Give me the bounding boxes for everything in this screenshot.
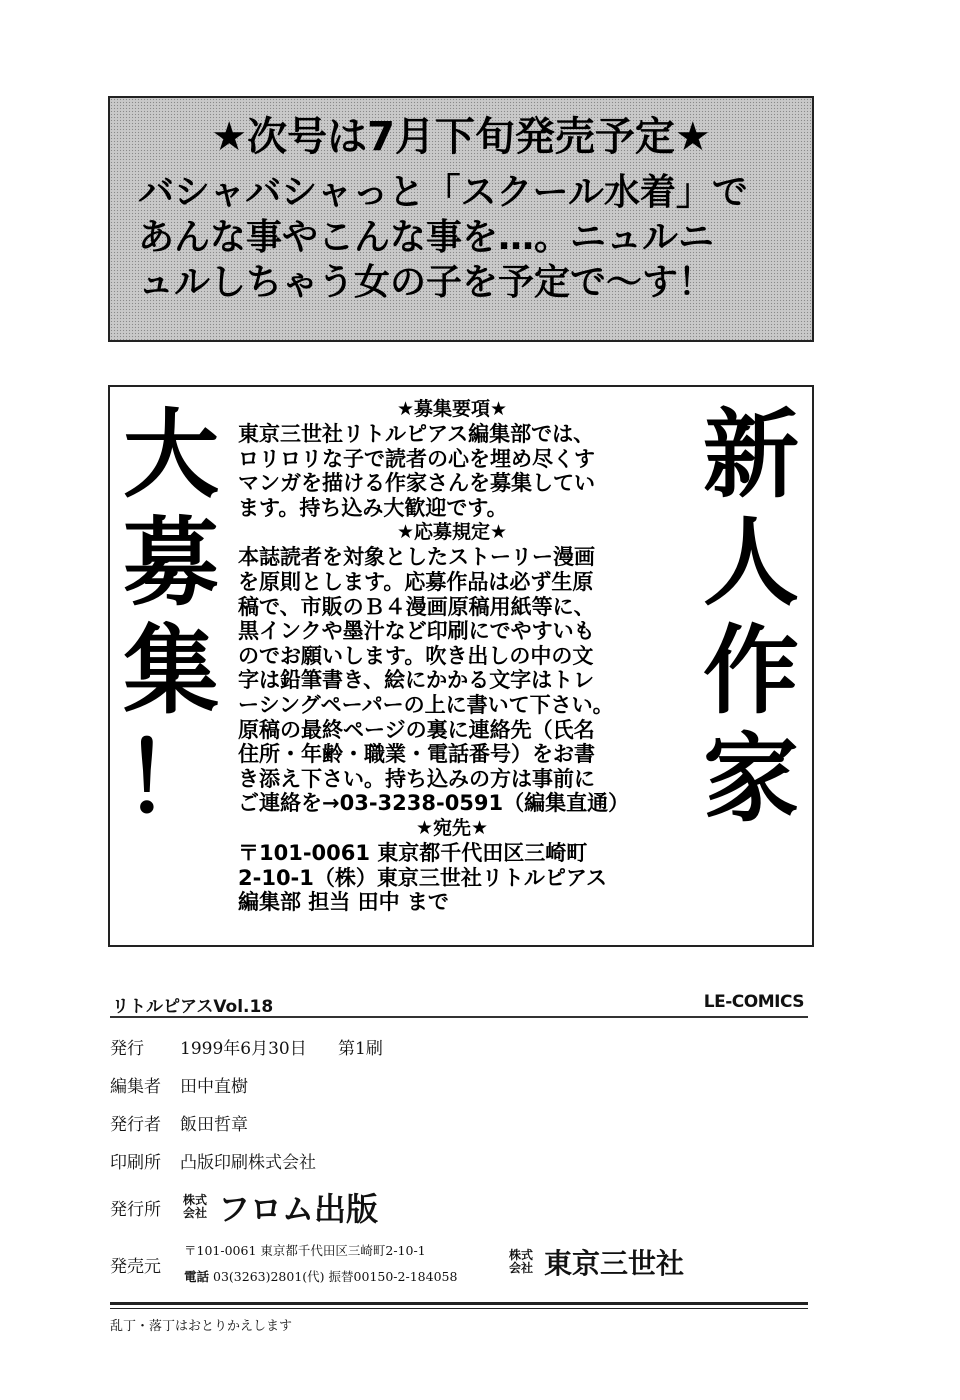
footer-note: 乱丁・落丁はおとりかえします	[110, 1319, 293, 1334]
seller-row	[110, 1238, 810, 1290]
section-body-address	[228, 841, 676, 915]
text-line: 本誌読者を対象としたストーリー漫画	[238, 545, 595, 570]
divider-thin	[110, 1308, 808, 1309]
heading-char: 募	[123, 507, 219, 619]
next-issue-line: ュルしちゃう女の子を予定で〜す！	[138, 262, 715, 303]
printer-name: 凸版印刷株式会社	[180, 1153, 316, 1173]
text-line: 住所・年齢・職業・電話番号）をお書	[238, 742, 595, 767]
kaisha-text: 会社	[182, 1206, 207, 1220]
issuer-name: 飯田哲章	[180, 1115, 248, 1135]
issuer-row	[110, 1110, 248, 1135]
text-line: のでお願いします。吹き出しの中の文	[238, 643, 594, 668]
kabushiki-text: 株式	[182, 1193, 207, 1207]
text-line: き添え下さい。持ち込みの方は事前に	[238, 766, 595, 791]
transfer-label: 振替	[328, 1269, 354, 1284]
kabushiki-kaisha-mark	[506, 1249, 536, 1275]
text-line: マンガを描ける作家さんを募集してい	[238, 471, 595, 496]
phone-label: 電話	[184, 1269, 210, 1284]
recruitment-box	[108, 385, 814, 947]
editor-row	[110, 1072, 248, 1097]
text-line: 稿で、市販のＢ４漫画原稿用紙等に、	[238, 594, 595, 619]
text-line: 編集部 担当 田中 まで	[238, 890, 449, 915]
text-line: ロリロリな子で読者の心を埋め尽くす	[238, 446, 595, 471]
big-recruitment-heading	[112, 401, 230, 833]
section-heading-address: ★宛先★	[415, 816, 489, 839]
issue-label: 発行	[110, 1039, 144, 1059]
text-line: 〒101-0061 東京都千代田区三崎町	[238, 840, 588, 865]
kabushiki-kaisha-mark	[180, 1194, 210, 1220]
issue-row	[110, 1034, 383, 1059]
kaisha-text: 会社	[508, 1261, 533, 1275]
editor-label: 編集者	[110, 1077, 161, 1097]
heading-char: 大	[123, 399, 219, 511]
seller-name: 東京三世社	[544, 1247, 685, 1280]
next-issue-body	[120, 170, 802, 305]
text-line: 字は鉛筆書き、絵にかかる文字はトレ	[238, 668, 595, 693]
recruitment-details	[228, 397, 676, 937]
text-line: 東京三世社リトルピアス編集部では、	[238, 422, 595, 446]
next-issue-title: ★次号は7月下旬発売予定★	[211, 114, 711, 160]
section-body-rules	[228, 545, 676, 816]
heading-char: ！	[123, 723, 219, 835]
publisher-label: 発行所	[110, 1199, 161, 1220]
heading-char: 人	[703, 507, 799, 619]
seller-phone-line	[184, 1264, 457, 1290]
transfer-number: 00150-2-184058	[353, 1269, 458, 1284]
issue-date: 1999年6月30日	[180, 1039, 307, 1059]
text-line: 黒インクや墨汁など印刷にでやすいも	[238, 619, 595, 644]
text-line: 原稿の最終ページの裏に連絡先（氏名	[238, 717, 595, 742]
heading-char: 集	[123, 615, 219, 727]
heading-char: 作	[703, 615, 799, 727]
section-heading-rules: ★応募規定★	[396, 521, 508, 544]
big-new-artist-heading	[692, 401, 810, 833]
publisher-row	[110, 1184, 378, 1230]
text-line: を原則とします。応募作品は必ず生原	[238, 569, 594, 594]
colophon-header	[110, 990, 808, 1018]
next-issue-line: バシャバシャっと「スクール水着」で	[138, 172, 748, 213]
kabushiki-text: 株式	[508, 1248, 533, 1262]
next-issue-box	[108, 96, 814, 342]
printer-label: 印刷所	[110, 1153, 161, 1173]
printer-row	[110, 1148, 316, 1173]
publisher-name: フロム出版	[218, 1190, 379, 1228]
series-title: リトルピアスVol.18	[112, 997, 274, 1017]
section-body-requirements	[228, 422, 676, 520]
seller-address: 〒101-0061 東京都千代田区三崎町2-10-1	[184, 1243, 426, 1258]
editor-name: 田中直樹	[180, 1077, 248, 1097]
heading-char: 新	[703, 399, 799, 511]
phone-number: 03(3263)2801(代)	[213, 1269, 325, 1284]
seller-label: 発売元	[110, 1257, 161, 1277]
seller-address-block	[184, 1238, 457, 1290]
seller-company	[506, 1242, 684, 1282]
section-heading-requirements: ★募集要項★	[396, 398, 508, 420]
printing-number: 第1刷	[338, 1039, 383, 1059]
imprint-label: LE-COMICS	[703, 992, 804, 1012]
heading-char: 家	[703, 723, 799, 835]
text-line: ーシングペーパーの上に書いて下さい。	[238, 692, 614, 717]
divider-thick	[110, 1302, 808, 1305]
text-line: 2-10-1（株）東京三世社リトルピアス	[238, 865, 608, 890]
next-issue-line: あんな事やこんな事を…。ニュルニ	[138, 217, 715, 258]
text-line: ます。持ち込み大歓迎です。	[238, 495, 508, 520]
text-line: ご連絡を→03-3238-0591（編集直通）	[238, 791, 630, 816]
issuer-label: 発行者	[110, 1115, 161, 1135]
